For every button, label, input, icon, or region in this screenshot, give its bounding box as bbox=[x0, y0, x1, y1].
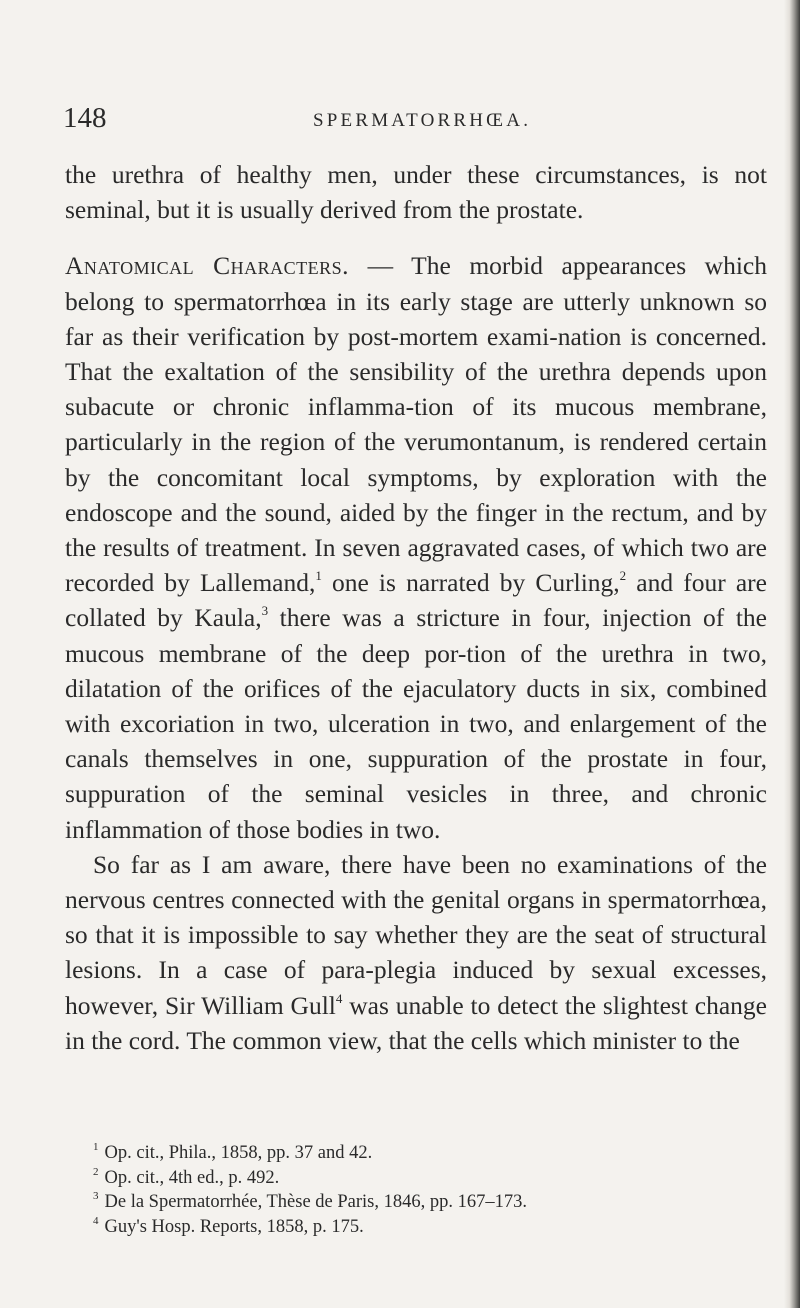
footnote bbox=[93, 1190, 773, 1215]
footnote-mark: 4 bbox=[93, 1214, 99, 1227]
footnote-ref-2: 2 bbox=[619, 568, 627, 584]
footnote-text: Op. cit., Phila., 1858, pp. 37 and 42. bbox=[104, 1143, 373, 1163]
footnote-mark: 1 bbox=[93, 1141, 99, 1153]
footnote-ref-3: 3 bbox=[261, 603, 269, 619]
paragraph-text: So far as I am aware, there have been no examinations of the nervous centres connected with the genital organs in spermatorrhœa, so that it is impossible to say whether they are the seat of structural lesions. In a case of para-plegia induced by sexual excesses, however, Sir William Gull bbox=[65, 849, 767, 1020]
footnote-ref-1: 1 bbox=[315, 568, 322, 584]
paragraph-text: — The morbid appearances which belong to spermatorrhœa in its early stage are utterly unknown so far as their verification by post-mortem exami-nation is concerned. That the exaltation of the sensibility of the urethra depends upon subacute or chronic inflamma-tion of its mucous membrane, particularly in the region of the verumontanum, is rendered certain by the concomitant local symptoms, by exploration with the endoscope and the sound, aided by the finger in the rectum, and by the results of treatment. In seven aggravated cases, of which two are recorded by Lallemand, bbox=[65, 251, 767, 598]
paragraph-text: one is narrated by Curling, bbox=[321, 568, 620, 598]
paragraph-continuation bbox=[65, 157, 767, 227]
footnote-mark: 3 bbox=[93, 1190, 99, 1202]
footnote-mark: 2 bbox=[93, 1165, 99, 1178]
paragraph-nervous-centres bbox=[65, 847, 767, 1058]
paragraph-text: was unable to detect the slightest change in the cord. The common view, that the cells which minister to the bbox=[65, 990, 767, 1055]
page-number: 148 bbox=[63, 102, 107, 134]
paragraph-anatomical-characters bbox=[65, 248, 767, 846]
paragraph-text: and four are collated by Kaula, bbox=[65, 568, 767, 633]
footnote bbox=[93, 1166, 773, 1191]
body-text bbox=[65, 157, 767, 1058]
footnote-ref-4: 4 bbox=[335, 990, 343, 1006]
paragraph-text: the urethra of healthy men, under these circumstances, is not seminal, but it is usually derived from the prostate. bbox=[65, 160, 767, 225]
footnote bbox=[93, 1141, 773, 1166]
running-title: SPERMATORRHŒA. bbox=[313, 110, 532, 131]
footnote bbox=[93, 1215, 773, 1240]
paragraph-text: there was a stricture in four, injection of the mucous membrane of the deep por-tion of the urethra in two, dilatation of the orifices of the ejaculatory ducts in six, combined with excoriation in two, ulceration in two, and enlargement of the canals themselves in one, suppuration of the prostate in four, suppuration of the seminal vesicles in three, and chronic inflammation of those bodies in two. bbox=[65, 603, 767, 844]
footnote-text: Guy's Hosp. Reports, 1858, p. 175. bbox=[104, 1216, 364, 1237]
footnotes bbox=[93, 1141, 773, 1239]
running-head bbox=[63, 98, 763, 138]
footnote-text: De la Spermatorrhée, Thèse de Paris, 1846, pp. 167–173. bbox=[104, 1192, 527, 1212]
section-heading: Anatomical Characters. bbox=[65, 251, 350, 281]
footnote-text: Op. cit., 4th ed., p. 492. bbox=[104, 1167, 280, 1188]
page-edge-shadow bbox=[784, 0, 800, 1308]
